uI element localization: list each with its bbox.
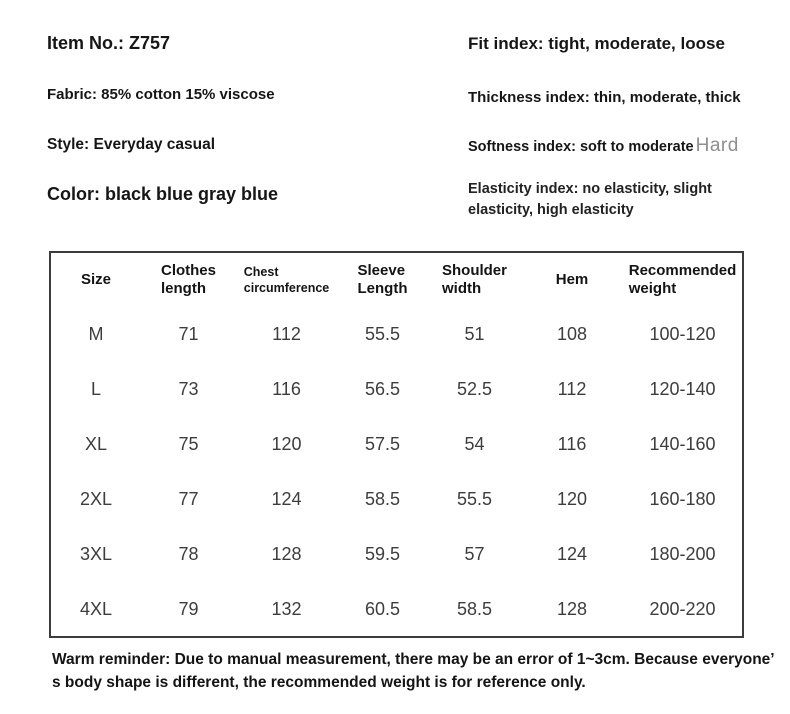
fit-index-text: Fit index: tight, moderate, loose xyxy=(468,34,725,53)
cell-sleeve: 58.5 xyxy=(364,489,401,509)
cell-clothes-length: 73 xyxy=(178,379,199,399)
table-row xyxy=(51,417,742,472)
softness-index-text xyxy=(468,135,739,157)
cell-shoulder: 55.5 xyxy=(456,489,493,509)
column-header-recommended-weight: Recommended weight xyxy=(628,262,737,297)
table-row xyxy=(51,472,742,527)
warm-reminder-line1: Warm reminder: Due to manual measurement, there may be an error of 1~3cm. Because everyone’ xyxy=(52,651,775,668)
cell-hem: 112 xyxy=(557,379,587,399)
item-number-text: Item No.: Z757 xyxy=(47,33,171,53)
column-header-size: Size xyxy=(80,271,111,288)
table-row xyxy=(51,527,742,582)
cell-chest: 120 xyxy=(271,434,302,454)
cell-size: XL xyxy=(84,434,108,454)
cell-shoulder: 51 xyxy=(464,324,485,344)
table-row xyxy=(51,582,742,637)
cell-clothes-length: 77 xyxy=(178,489,199,509)
cell-clothes-length: 79 xyxy=(178,599,199,619)
style-text: Style: Everyday casual xyxy=(47,136,216,153)
cell-chest: 124 xyxy=(271,489,302,509)
cell-size: L xyxy=(90,379,101,399)
table-row xyxy=(51,307,742,362)
warm-reminder-line2: s body shape is different, the recommended weight is for reference only. xyxy=(52,674,586,691)
cell-hem: 124 xyxy=(556,544,588,564)
cell-weight: 180-200 xyxy=(649,544,716,564)
cell-chest: 128 xyxy=(271,544,302,564)
cell-sleeve: 60.5 xyxy=(364,599,401,619)
cell-hem: 108 xyxy=(556,324,588,344)
column-header-sleeve-length: Sleeve Length xyxy=(357,262,408,297)
column-header-shoulder-width: Shoulder width xyxy=(441,262,507,297)
cell-sleeve: 59.5 xyxy=(364,544,401,564)
cell-size: 4XL xyxy=(79,599,113,619)
cell-sleeve: 57.5 xyxy=(364,434,401,454)
cell-weight: 200-220 xyxy=(649,599,716,619)
cell-weight: 140-160 xyxy=(649,434,716,454)
softness-hard-label: Hard xyxy=(695,135,739,156)
color-text: Color: black blue gray blue xyxy=(47,184,279,204)
table-row xyxy=(51,362,742,417)
cell-shoulder: 58.5 xyxy=(456,599,493,619)
cell-weight: 100-120 xyxy=(649,324,716,344)
fabric-text: Fabric: 85% cotton 15% viscose xyxy=(47,86,275,103)
column-header-clothes-length: Clothes length xyxy=(160,262,216,297)
cell-clothes-length: 75 xyxy=(178,434,199,454)
cell-chest: 112 xyxy=(272,324,301,344)
cell-hem: 120 xyxy=(556,489,588,509)
thickness-index-text: Thickness index: thin, moderate, thick xyxy=(468,89,741,106)
cell-shoulder: 54 xyxy=(464,434,485,454)
size-table xyxy=(49,251,744,638)
elasticity-index-text: Elasticity index: no elasticity, slight elasticity, high elasticity xyxy=(468,181,712,218)
cell-size: M xyxy=(88,324,104,344)
cell-chest: 116 xyxy=(272,379,301,399)
cell-hem: 128 xyxy=(556,599,588,619)
cell-clothes-length: 78 xyxy=(178,544,199,564)
cell-size: 2XL xyxy=(79,489,113,509)
softness-index-label: Softness index: soft to moderate xyxy=(468,139,694,155)
column-header-chest-circumference: Chest circumference xyxy=(243,265,330,295)
column-header-hem: Hem xyxy=(555,271,589,288)
cell-sleeve: 56.5 xyxy=(364,379,401,399)
cell-weight: 160-180 xyxy=(649,489,716,509)
cell-chest: 132 xyxy=(271,599,302,619)
cell-size: 3XL xyxy=(79,544,113,564)
size-table-grid xyxy=(51,253,742,637)
cell-sleeve: 55.5 xyxy=(364,324,401,344)
cell-weight: 120-140 xyxy=(649,379,716,399)
cell-shoulder: 57 xyxy=(464,544,485,564)
table-header-row xyxy=(51,253,742,307)
cell-clothes-length: 71 xyxy=(178,324,199,344)
cell-hem: 116 xyxy=(557,434,587,454)
warm-reminder-text xyxy=(52,648,775,694)
cell-shoulder: 52.5 xyxy=(456,379,493,399)
